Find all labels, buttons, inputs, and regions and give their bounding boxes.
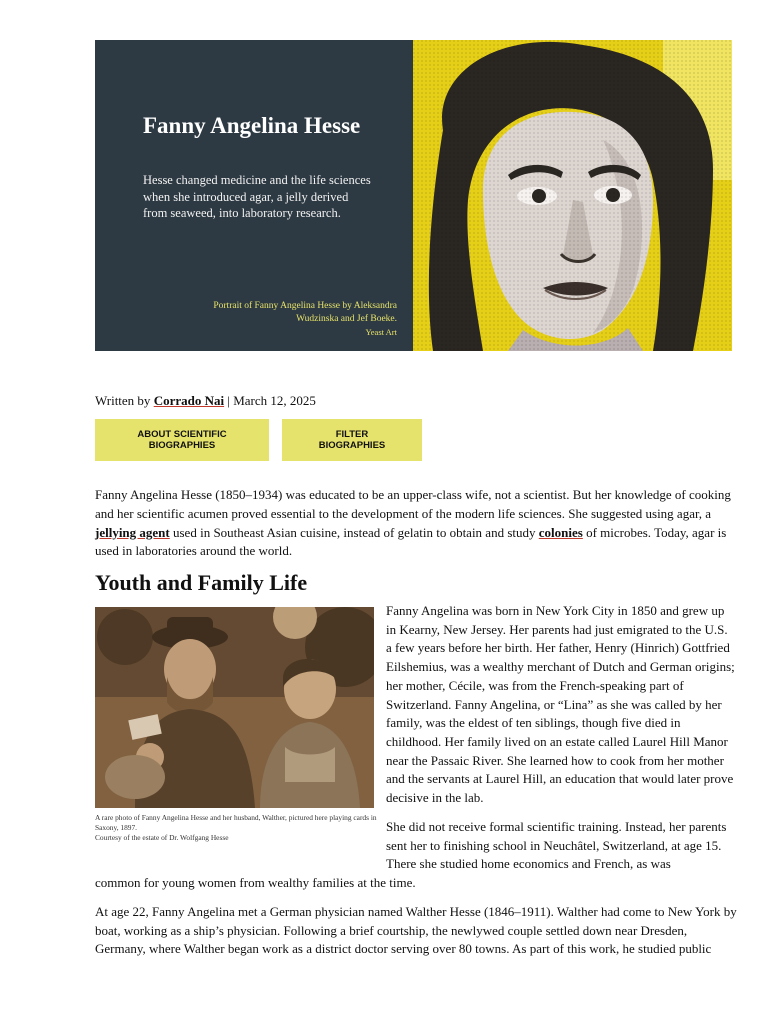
photo-caption [95,813,377,843]
byline [95,393,316,409]
colonies-link[interactable]: colonies [538,524,583,540]
intro-text-2: used in Southeast Asian cuisine, instead of gelatin to obtain and study [173,524,536,540]
hesse-couple-photo [95,607,374,808]
hero-banner [95,40,732,351]
section-heading: Youth and Family Life [95,570,308,595]
portrait-image [413,40,732,351]
hero-text-panel [95,40,413,351]
photo-credit: Courtesy of the estate of Dr. Wolfgang Hesse [95,833,229,842]
publish-date: March 12, 2025 [233,393,316,408]
filter-biographies-button[interactable]: FILTER BIOGRAPHIES [282,419,422,461]
hero-subtitle: Hesse changed medicine and the life sciences when she introduced agar, a jelly derived from seaweed, into laboratory research. [143,173,371,220]
paragraph-marriage: At age 22, Fanny Angelina met a German physician named Walther Hesse (1846–1911). Walther had come to New York by boat, working as a ship’s physician. Following a brief courtship, the newlywed couple settled down near Dresden, Germany, where Walther began work as a district doctor serving over 80 towns. As part of this work, he studied public [95,904,737,957]
page-title: Fanny Angelina Hesse [143,113,361,138]
portrait-caption-text: Portrait of Fanny Angelina Hesse by Aleksandra Wudzinska and Jef Boeke. [213,301,397,324]
paragraph-early-life: Fanny Angelina was born in New York City in 1850 and grew up in Kearny, New Jersey. Her parents had just emigrated to the U.S. a few years before her birth. Her father, Henry (Hinrich) Gottfried Eilshemius, was a wealthy merchant of Dutch and German origins; her mother, Cécile, was from the French-speaking part of Switzerland. Fanny Angelina, or “Lina” as she was called by her family, was the eldest of ten siblings, though five died in childhood. Her family lived on an estate called Laurel Hill Manor near the Passaic River. She learned how to cook from her mother and the servants at Laurel Hill, an education that would later prove decisive in the lab. [386,603,735,806]
intro-paragraph [95,486,735,561]
about-biographies-button[interactable]: ABOUT SCIENTIFIC BIOGRAPHIES [95,419,269,461]
paragraph-education: She did not receive formal scientific training. Instead, her parents sent her to finishing school in Neuchâtel, Switzerland, at age 15. There she studied home economics and French, as was [386,819,727,872]
intro-text-3: of microbes. Today, agar is used in laboratories around the world. [95,524,727,559]
author-link[interactable]: Corrado Nai [153,393,225,408]
portrait-illustration [413,40,732,351]
photo-caption-text: A rare photo of Fanny Angelina Hesse and her husband, Walther, pictured here playing cards in Saxony, 1897. [95,813,377,832]
portrait-caption [197,300,397,339]
jellying-agent-link[interactable]: jellying agent [95,524,170,540]
paragraph-education-continued: common for young women from wealthy families at the time. [95,875,416,890]
intro-text-1: Fanny Angelina Hesse (1850–1934) was educated to be an upper-class wife, not a scientist. But her knowledge of cooking and her scientific acumen proved essential to the development of the modern life sciences. She suggested using agar, a [95,487,731,521]
portrait-credit: Yeast Art [365,327,397,337]
byline-prefix: Written by [95,393,151,408]
byline-separator: | [227,393,230,408]
couple-photo-illustration [95,607,374,808]
